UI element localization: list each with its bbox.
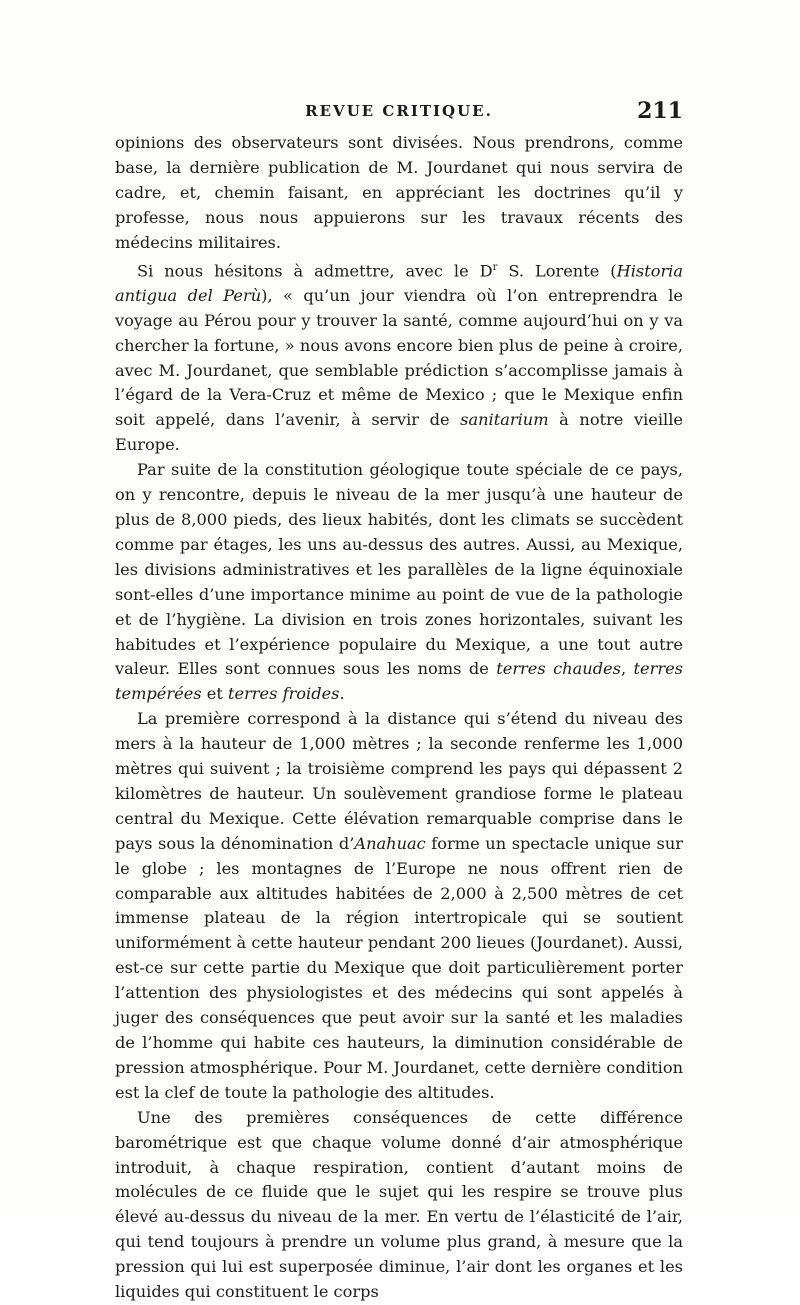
italic-terres-chaudes: terres chaudes [496,659,621,679]
running-title: REVUE CRITIQUE. [305,102,493,120]
cited-work-title: Historia antigua del Perù [115,260,684,305]
italic-anahuac: Anahuac [354,833,426,853]
paragraph-3-sep-2: et [201,684,228,704]
italic-sanitarium: sanitarium [460,410,549,430]
paragraph-2-text-d: à notre vieille Europe. [115,410,683,455]
paragraph-4 [115,707,683,1106]
paragraph-1-text: opinions des observateurs sont divisées. Nous prendrons, comme base, la dernière publication de M. Jourdanet qui nous servira de cadre, et, chemin faisant, en appréciant les doctrines qu’il y professe, nous nous appuierons sur les travaux récents des médecins militaires. [115,133,683,252]
paragraph-3 [115,458,683,707]
italic-terres-temperees: terres tempérées [115,659,683,704]
paragraph-3-sep-1: , [620,659,634,679]
doctor-abbrev-superscript: r [492,261,498,273]
paragraph-2-text-b: S. Lorente ( [497,260,617,280]
paragraph-2-text-a: Si nous hésitons à admettre, avec le D [137,260,493,280]
paragraph-1 [115,131,683,256]
paragraph-3-end: . [339,684,345,704]
paragraph-5 [115,1106,683,1305]
paragraph-2 [115,256,683,459]
page-header [115,100,683,126]
body-text [115,131,683,1305]
paragraph-4-text-a: La première correspond à la distance qui s’étend du niveau des mers à la hauteur de 1,000 mètres ; la seconde renferme les 1,000 mètres qui suivent ; la troisième comprend les pays qui dépassent 2 kilomètres de hauteur. Un soulèvement grandiose forme le plateau central du Mexique. Cette élévation remarquable comprise dans le pays sous la dénomination d’ [115,709,683,853]
italic-terres-froides: terres froides [227,684,340,704]
paragraph-3-text: Par suite de la constitution géologique toute spéciale de ce pays, on y rencontre, depuis le niveau de la mer jusqu’à une hauteur de plus de 8,000 pieds, des lieux habités, dont les climats se succèdent comme par étages, les uns au-dessus des autres. Aussi, au Mexique, les divisions administratives et les parallèles de la ligne équinoxiale sont-elles d’une importance minime au point de vue de la pathologie et de l’hygiène. La division en trois zones horizontales, suivant les habitudes et l’expérience populaire du Mexique, a une tout autre valeur. Elles sont connues sous les noms de [115,460,683,679]
paragraph-5-text: Une des premières conséquences de cette différence barométrique est que chaque volume donné d’air atmosphérique introduit, à chaque respiration, contient d’autant moins de molécules de ce fluide que le sujet qui les respire se trouve plus élevé au-dessus du niveau de la mer. En vertu de l’élasticité de l’air, qui tend toujours à prendre un volume plus grand, à mesure que la pression qui lui est superposée diminue, l’air dont les organes et les liquides qui constituent le corps [115,1107,683,1302]
paragraph-4-text-b: forme un spectacle unique sur le globe ; les montagnes de l’Europe ne nous offrent rien de comparable aux altitudes habitées de 2,000 à 2,500 mètres de cet immense plateau de la région intertropicale qui se soutient uniformément à cette hauteur pendant 200 lieues (Jourdanet). Aussi, est-ce sur cette partie du Mexique que doit particulièrement porter l’attention des physiologistes et des médecins qui sont appelés à juger des conséquences que peut avoir sur la santé et les maladies de l’homme qui habite ces hauteurs, la diminution considérable de pression atmosphérique. Pour M. Jourdanet, cette dernière condition est la clef de toute la pathologie des altitudes. [115,833,683,1102]
page-number: 211 [637,98,683,124]
paragraph-2-text-c: ), « qu’un jour viendra où l’on entreprendra le voyage au Pérou pour y trouver la santé, comme aujourd’hui on y va chercher la fortune, » nous avons encore bien plus de peine à croire, avec M. Jourdanet, que semblable prédiction s’accomplisse jamais à l’égard de la Vera-Cruz et même de Mexico ; que le Mexique enfin soit appelé, dans l’avenir, à servir de [115,285,683,430]
